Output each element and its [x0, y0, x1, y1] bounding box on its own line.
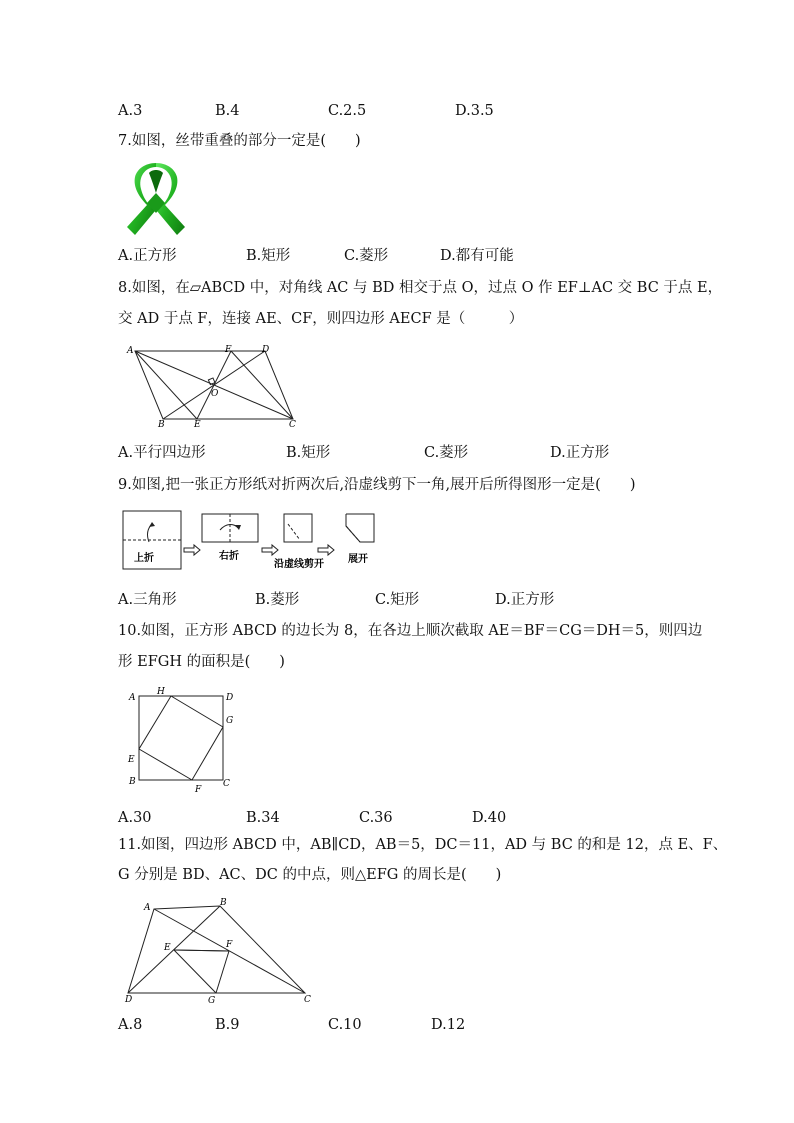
- q8-option-d: D.正方形: [550, 445, 610, 461]
- q11-label-d: D: [125, 995, 133, 1005]
- q10-option-d: D.40: [472, 810, 507, 826]
- q10-option-a: A.30: [118, 810, 152, 826]
- q11-label-a: A: [144, 903, 151, 913]
- q7-ribbon-image: [125, 163, 187, 239]
- q8-label-e: E: [194, 420, 201, 430]
- q6-option-b: B.4: [215, 103, 240, 119]
- q10-stem-line2: 形 EFGH 的面积是( ): [118, 654, 285, 670]
- q10-label-h: H: [157, 687, 165, 697]
- q10-square-diagram: [124, 686, 244, 796]
- q7-stem: 7.如图，丝带重叠的部分一定是( ): [118, 133, 361, 149]
- q10-option-c: C.36: [359, 810, 393, 826]
- q8-label-d: D: [262, 345, 270, 355]
- q10-label-f: F: [195, 785, 202, 795]
- q11-label-g: G: [208, 996, 216, 1006]
- q8-stem-line2: 交 AD 于点 F，连接 AE、CF，则四边形 AECF 是（ ）: [118, 311, 524, 327]
- q8-stem-line1: 8.如图，在▱ABCD 中，对角线 AC 与 BD 相交于点 O，过点 O 作 EF⊥AC 交 BC 于点 E，: [118, 280, 723, 296]
- q6-option-c: C.2.5: [328, 103, 367, 119]
- q8-label-a: A: [127, 346, 134, 356]
- q7-option-a: A.正方形: [118, 248, 177, 264]
- q10-label-b: B: [129, 777, 136, 787]
- q7-option-b: B.矩形: [246, 248, 291, 264]
- q11-stem-line2: G 分别是 BD、AC、DC 的中点，则△EFG 的周长是( ): [118, 867, 502, 883]
- q10-label-d: D: [226, 693, 234, 703]
- q10-option-b: B.34: [246, 810, 280, 826]
- q11-label-b: B: [220, 898, 227, 908]
- q6-option-a: A.3: [118, 103, 143, 119]
- q11-option-b: B.9: [215, 1017, 240, 1033]
- q9-caption-cut: 沿虚线剪开: [274, 559, 324, 570]
- q8-option-b: B.矩形: [286, 445, 331, 461]
- q9-folding-diagram: [122, 510, 382, 574]
- q9-option-d: D.正方形: [495, 592, 555, 608]
- q10-label-c: C: [223, 779, 230, 789]
- q9-stem: 9.如图,把一张正方形纸对折两次后,沿虚线剪下一角,展开后所得图形一定是( ): [118, 477, 636, 493]
- q10-label-e: E: [128, 755, 135, 765]
- q10-label-g: G: [226, 716, 234, 726]
- q11-option-c: C.10: [328, 1017, 362, 1033]
- q11-option-a: A.8: [118, 1017, 143, 1033]
- q10-stem-line1: 10.如图，正方形 ABCD 的边长为 8，在各边上顺次截取 AE＝BF＝CG＝DH＝5，则四边: [118, 623, 703, 639]
- q8-label-b: B: [158, 420, 165, 430]
- q8-parallelogram-diagram: [125, 343, 300, 428]
- q9-caption-fold-right: 右折: [219, 551, 239, 562]
- q7-option-c: C.菱形: [344, 248, 389, 264]
- q11-label-c: C: [304, 995, 311, 1005]
- q9-option-b: B.菱形: [255, 592, 300, 608]
- q9-option-c: C.矩形: [375, 592, 420, 608]
- q8-label-f: F: [225, 345, 232, 355]
- q9-caption-unfold: 展开: [348, 554, 368, 565]
- q9-caption-fold-up: 上折: [134, 553, 154, 564]
- q11-label-e: E: [164, 943, 171, 953]
- q10-label-a: A: [129, 693, 136, 703]
- q11-option-d: D.12: [431, 1017, 466, 1033]
- q7-option-d: D.都有可能: [440, 248, 514, 264]
- q8-label-o: O: [211, 389, 219, 399]
- q8-option-a: A.平行四边形: [118, 445, 206, 461]
- q8-label-c: C: [289, 420, 296, 430]
- q6-option-d: D.3.5: [455, 103, 494, 119]
- q11-trapezoid-diagram: [122, 895, 317, 1007]
- q9-option-a: A.三角形: [118, 592, 177, 608]
- q11-label-f: F: [226, 940, 233, 950]
- q11-stem-line1: 11.如图，四边形 ABCD 中，AB∥CD，AB＝5，DC＝11，AD 与 BC 的和是 12，点 E、F、: [118, 837, 728, 853]
- q8-option-c: C.菱形: [424, 445, 469, 461]
